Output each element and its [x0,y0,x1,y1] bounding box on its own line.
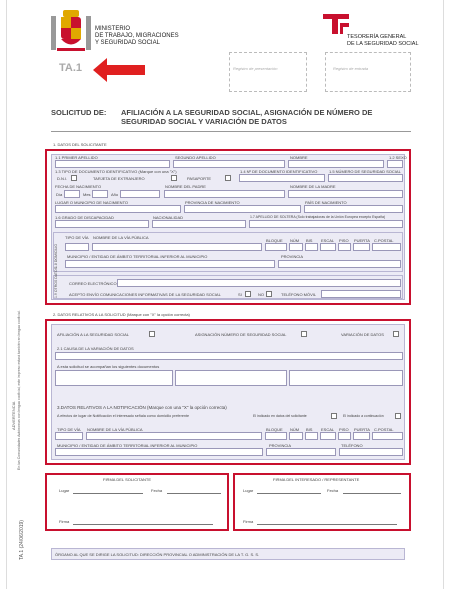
signature-left-lugar: Lugar [59,488,70,493]
notif-bis-field[interactable] [305,432,318,440]
title-line-1: AFILIACIÓN A LA SEGURIDAD SOCIAL, ASIGNACIÓN DE NÚMERO DE [121,108,373,117]
side-advertencia: ADVERTENCIA [11,401,16,430]
stamp-right-label: Registro de entrada [333,66,369,71]
label-domicilio: 1.8 DOMICILIO [54,243,58,268]
label-notif-title: 3.DATOS RELATIVOS A LA NOTIFICACIÓN (Marque con una "X" la opción correcta) [57,405,227,410]
escal-field[interactable] [320,243,336,251]
acepto-si-checkbox[interactable] [245,291,251,297]
notif-escal-field[interactable] [320,432,336,440]
notif-label-puerta: PUERTA [354,427,370,432]
pais-nac-field[interactable] [304,205,403,213]
stamp-right [325,52,411,92]
puerta-field[interactable] [353,243,370,251]
label-cpostal: C.POSTAL [374,238,394,243]
notif-piso-field[interactable] [338,432,351,440]
side-code: TA.1 [19,549,25,560]
tarjeta-checkbox[interactable] [171,175,177,181]
label-pais-nac: PAÍS DE NACIMIENTO [305,200,347,205]
label-asignacion: ASIGNACIÓN NÚMERO DE SEGURIDAD SOCIAL [195,332,287,337]
tgss-line-1: TESORERÍA GENERAL [347,34,407,40]
notif-opt2-checkbox[interactable] [395,413,401,419]
notif-num-field[interactable] [289,432,303,440]
ministry-line-3: Y SEGURIDAD SOCIAL [95,40,160,46]
label-num: NÚM [290,238,300,243]
label-municipio: MUNICIPIO / ENTIDAD DE ÁMBITO TERRITORIAL INFERIOR AL MUNICIPIO [67,254,208,259]
notif-label-provincia: PROVINCIA [269,443,292,448]
provincia-field[interactable] [278,260,401,268]
notif-label-cpostal: C.POSTAL [374,427,394,432]
signature-left-fecha: Fecha [151,488,163,493]
label-notif-opt1: El indicado en datos del solicitante [253,414,307,418]
label-notif-opt2: El indicado a continuación [343,414,384,418]
nombre-field[interactable] [288,160,384,168]
notif-label-num: NÚM [290,427,300,432]
signature-right-lugar: Lugar [243,488,254,493]
label-tipo-doc: 1.3 TIPO DE DOCUMENTO IDENTIFICATIVO (Marque con una "X") [55,169,177,174]
label-telefono-movil: TELÉFONO MÓVIL [281,292,317,297]
label-afiliacion: AFILIACIÓN A LA SEGURIDAD SOCIAL [57,332,130,337]
section2-title: 2. DATOS RELATIVOS A LA SOLICITUD (Marque con "X" la opción correcta) [53,312,190,317]
tgss-line-2: DE LA SEGURIDAD SOCIAL [347,41,419,47]
label-bloque: BLOQUE [266,238,283,243]
pasaporte-checkbox[interactable] [225,175,231,181]
label-acepto: ACEPTO ENVÍO COMUNICACIONES INFORMATIVAS DE LA SEGURIDAD SOCIAL [69,292,221,297]
cpostal-field[interactable] [372,243,401,251]
signature-right-firma: Firma [243,519,254,524]
label-nombre: NOMBRE [290,155,308,160]
label-si: SI [238,292,242,297]
signature-left-firma: Firma [59,519,70,524]
tipo-via-field[interactable] [65,243,89,251]
notif-bloque-field[interactable] [265,432,287,440]
causa-field[interactable] [55,352,403,360]
ano-field[interactable] [120,190,160,198]
stamp-left-label: Registro de presentación [233,66,278,71]
notif-cpostal-field[interactable] [372,432,403,440]
dni-checkbox[interactable] [71,175,77,181]
documento-3-field[interactable] [289,370,403,386]
notif-municipio-field[interactable] [55,448,263,456]
label-nacionalidad: NACIONALIDAD [153,215,184,220]
label-provincia: PROVINCIA [281,254,304,259]
documento-1-field[interactable] [55,370,173,386]
section1-title: 1. DATOS DEL SOLICITANTE [53,142,107,147]
apellido2-field[interactable] [173,160,285,168]
form-code: TA.1 [59,62,83,74]
label-ano: Año [111,192,119,197]
piso-field[interactable] [338,243,351,251]
label-discapacidad: 1.6 GRADO DE DISCAPACIDAD [55,215,114,220]
correo-field[interactable] [117,279,401,287]
label-documentos: A esta solicitud se acompañan los siguientes documentos [57,364,160,369]
discapacidad-field[interactable] [55,220,149,228]
title-line-2: SEGURIDAD SOCIAL Y VARIACIÓN DE DATOS [121,117,287,126]
documento-2-field[interactable] [175,370,287,386]
signature-left-fecha-line [167,493,221,494]
signature-right-title: FIRMA DEL INTERESADO / REPRESENTANTE [273,477,360,482]
soltera-field[interactable] [249,220,403,228]
label-piso: PISO [339,238,349,243]
nombre-via-field[interactable] [92,243,262,251]
notif-provincia-field[interactable] [266,448,336,456]
label-soltera: 1.7 APELLIDO DE SOLTERA (Solo trabajadoras de la Unión Europea excepto España) [250,215,386,219]
sexo-field[interactable] [387,160,403,168]
bis-field[interactable] [305,243,318,251]
telefono-movil-field[interactable] [321,290,401,298]
provincia-nac-field[interactable] [184,205,301,213]
signature-right-fecha: Fecha [327,488,339,493]
label-padre: NOMBRE DEL PADRE [165,184,206,189]
notif-telefono-field[interactable] [339,448,403,456]
label-nss: 1.5 NÚMERO DE SEGURIDAD SOCIAL [329,169,401,174]
madre-field[interactable] [288,190,403,198]
notif-label-telefono: TELÉFONO [341,443,363,448]
notif-tipo-via-field[interactable] [55,432,83,440]
label-otros: 1.9 OTROS DATOS [54,267,58,298]
nacionalidad-field[interactable] [152,220,246,228]
signature-right-lugar-line [257,493,321,494]
nss-field[interactable] [328,174,403,182]
label-tipo-via: TIPO DE VÍA [65,235,89,240]
acepto-no-checkbox[interactable] [266,291,272,297]
label-apellido2: SEGUNDO APELLIDO [175,155,216,160]
notif-label-bloque: BLOQUE [266,427,283,432]
label-dni: D.N.I. [57,176,68,181]
label-nombre-via: NOMBRE DE LA VÍA PÚBLICA [93,235,149,240]
ministry-line-2: DE TRABAJO, MIGRACIONES [95,33,179,39]
num-field[interactable] [289,243,303,251]
bloque-field[interactable] [265,243,287,251]
padre-field[interactable] [164,190,285,198]
lugar-field[interactable] [55,205,181,213]
label-causa: 2.1 CAUSA DE LA VARIACIÓN DE DATOS [57,346,134,351]
signature-right-firma-line[interactable] [257,524,397,525]
signature-left-lugar-line [73,493,143,494]
notif-label-escal: ESCAL [321,427,335,432]
label-puerta: PUERTA [354,238,370,243]
title-rule [51,131,411,132]
label-pasaporte: PASAPORTE [187,176,212,181]
signature-left-firma-line[interactable] [73,524,213,525]
notif-label-municipio: MUNICIPIO / ENTIDAD DE ÁMBITO TERRITORIAL INFERIOR AL MUNICIPIO [57,443,198,448]
signature-right-fecha-line [343,493,401,494]
asignacion-checkbox[interactable] [301,331,307,337]
label-bis: BIS [306,238,313,243]
notif-puerta-field[interactable] [353,432,370,440]
signature-left-title: FIRMA DEL SOLICITANTE [103,477,152,482]
notif-label-nombre-via: NOMBRE DE LA VÍA PÚBLICA [87,427,143,432]
label-fecha-nac: FECHA DE NACIMIENTO [55,184,102,189]
stamp-left [229,52,307,92]
coat-of-arms-icon [47,8,95,56]
label-sexo: 1.2 SEXO [389,155,407,160]
notif-label-bis: BIS [306,427,313,432]
side-note: En las Comunidades Autónomas con lengua cooficial, este impreso estará también en lengua cooficial. [17,310,21,470]
tgss-logo-icon [323,14,349,36]
label-mes: Mes [83,192,91,197]
notif-label-tipo-via: TIPO DE VÍA [57,427,81,432]
label-lugar: LUGAR O MUNICIPIO DE NACIMIENTO [55,200,129,205]
afiliacion-checkbox[interactable] [149,331,155,337]
label-madre: NOMBRE DE LA MADRE [290,184,336,189]
label-notif-text: A efectos de lugar de Notificación el interesado señala como domicilio preferente [57,414,190,418]
label-num-doc: 1.4 Nº DE DOCUMENTO IDENTIFICATIVO [240,169,318,174]
apellido1-field[interactable] [55,160,170,168]
label-escal: ESCAL [321,238,335,243]
title-prefix: SOLICITUD DE: [51,108,107,117]
side-date: (24/06/2019) [19,520,25,549]
label-apellido1: 1.1 PRIMER APELLIDO [55,155,98,160]
label-dia: Día [56,192,63,197]
municipio-field[interactable] [65,260,275,268]
dia-field[interactable] [64,190,80,198]
notif-nombre-via-field[interactable] [86,432,262,440]
notif-label-piso: PISO [339,427,349,432]
form-page [6,0,444,589]
label-correo: CORREO ELECTRÓNICO [69,281,117,286]
notif-opt1-checkbox[interactable] [331,413,337,419]
label-provincia-nac: PROVINCIA DE NACIMIENTO [185,200,240,205]
label-variacion: VARIACIÓN DE DATOS [341,332,384,337]
ministry-line-1: MINISTERIO [95,26,131,32]
num-doc-field[interactable] [239,174,325,182]
label-tarjeta: TARJETA DE EXTRANJERO [93,176,145,181]
label-no: NO [258,292,264,297]
variacion-checkbox[interactable] [393,331,399,337]
arrow-left-icon [93,58,145,82]
footer-text: ÓRGANO AL QUE SE DIRIGE LA SOLICITUD: DIRECCIÓN PROVINCIAL O ADMINISTRACIÓN DE LA T. G. S. S. [55,552,260,557]
mes-field[interactable] [92,190,108,198]
